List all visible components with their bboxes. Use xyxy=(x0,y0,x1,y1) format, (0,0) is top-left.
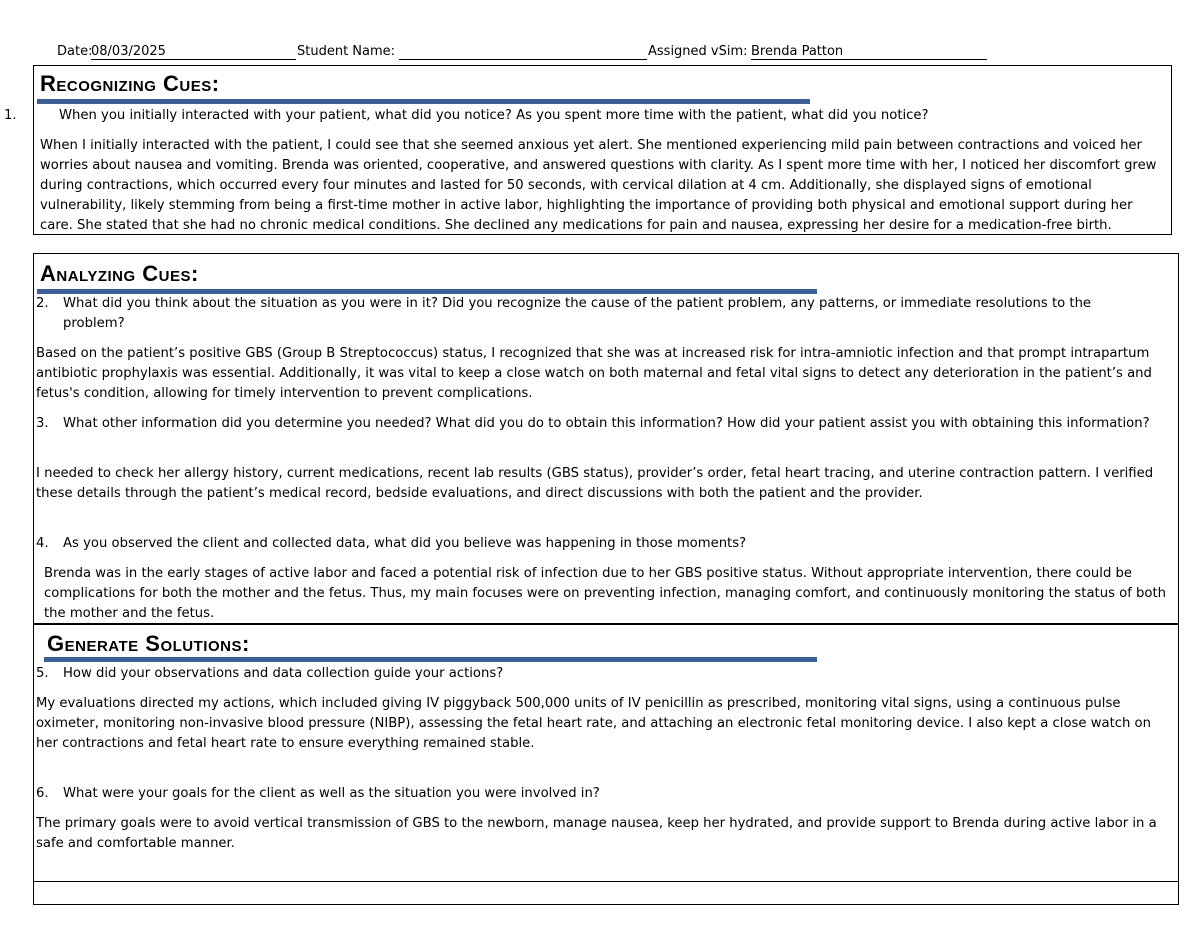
date-field-wrapper xyxy=(91,44,296,60)
question-4-text: As you observed the client and collected data, what did you believe was happening in those moments? xyxy=(63,536,747,551)
recognizing-cues-bar xyxy=(37,99,810,104)
question-1-text: When you initially interacted with your patient, what did you notice? As you spent more time with the patient, what did you notice? xyxy=(59,108,929,123)
vsim-field xyxy=(751,44,987,60)
answer-4: Brenda was in the early stages of active labor and faced a potential risk of infection due to her GBS positive status. Without appropriate intervention, there could be complications for both the mother and the fetus. Thus, my main focuses were on preventing infection, managing comfort, and continuously monitoring the status of both the mother and the fetus. xyxy=(44,566,1166,621)
student-name-label: Student Name: xyxy=(297,44,396,59)
question-1-number: 1. xyxy=(4,108,17,123)
generate-solutions-bar xyxy=(44,657,817,662)
question-3-number: 3. xyxy=(36,416,49,431)
generate-solutions-title: Generate Solutions: xyxy=(47,631,250,656)
question-5-text: How did your observations and data collection guide your actions? xyxy=(63,666,504,681)
answer-5: My evaluations directed my actions, which included giving IV piggyback 500,000 units of IV penicillin as prescribed, monitoring vital signs, using a continuous pulse oximeter, monitoring non-invasive blood pressure (NIBP), assessing the fetal heart rate, and attaching an electronic fetal monitoring device. I also kept a close watch on her contractions and fetal heart rate to ensure everything remained stable. xyxy=(36,696,1151,751)
student-name-field xyxy=(399,44,647,60)
question-6-number: 6. xyxy=(36,786,49,801)
analyzing-cues-title: Analyzing Cues: xyxy=(40,261,199,286)
answer-3: I needed to check her allergy history, current medications, recent lab results (GBS status), provider’s order, fetal heart tracing, and uterine contraction pattern. I verified these details through the patient’s medical record, bedside evaluations, and direct discussions with both the patient and the provider. xyxy=(36,466,1154,501)
answer-1: When I initially interacted with the patient, I could see that she seemed anxious yet alert. She mentioned experiencing mild pain between contractions and voiced her worries about nausea and vomiting. Brenda was oriented, cooperative, and answered questions with clarity. As I spent more time with her, I noticed her discomfort grew during contractions, which occurred every four minutes and lasted for 50 seconds, with cervical dilation at 4 cm. Additionally, she displayed signs of emotional vulnerability, likely stemming from being a first-time mother in active labor, highlighting the importance of providing both physical and emotional support during her care. She stated that she had no chronic medical conditions. She declined any medications for pain and nausea, expressing her desire for a medication-free birth. xyxy=(40,138,1157,233)
form-header xyxy=(0,44,1200,62)
answer-6: The primary goals were to avoid vertical transmission of GBS to the newborn, manage nausea, keep her hydrated, and provide support to Brenda during active labor in a safe and comfortable manner. xyxy=(36,816,1157,851)
question-2-text: What did you think about the situation as you were in it? Did you recognize the cause of the patient problem, any patterns, or immediate resolutions to the problem? xyxy=(63,296,1092,331)
vsim-label: Assigned vSim: xyxy=(648,44,748,59)
vsim-value: Brenda Patton xyxy=(751,44,844,59)
question-5-number: 5. xyxy=(36,666,49,681)
question-3-text: What other information did you determine you needed? What did you do to obtain this information? How did your patient assist you with obtaining this information? xyxy=(63,416,1150,431)
answer-2: Based on the patient’s positive GBS (Group B Streptococcus) status, I recognized that she was at increased risk for intra-amniotic infection and that prompt intrapartum antibiotic prophylaxis was essential. Additionally, it was vital to keep a close watch on both maternal and fetal vital signs to detect any deterioration in the patient’s and fetus's condition, allowing for timely intervention to prevent complications. xyxy=(36,346,1152,401)
bottom-divider xyxy=(33,881,1179,882)
question-6-text: What were your goals for the client as well as the situation you were involved in? xyxy=(63,786,600,801)
question-4-number: 4. xyxy=(36,536,49,551)
recognizing-cues-title: Recognizing Cues: xyxy=(40,71,220,96)
question-2-number: 2. xyxy=(36,296,49,311)
date-label: Date: xyxy=(57,44,93,59)
date-value: 08/03/2025 xyxy=(91,44,166,59)
